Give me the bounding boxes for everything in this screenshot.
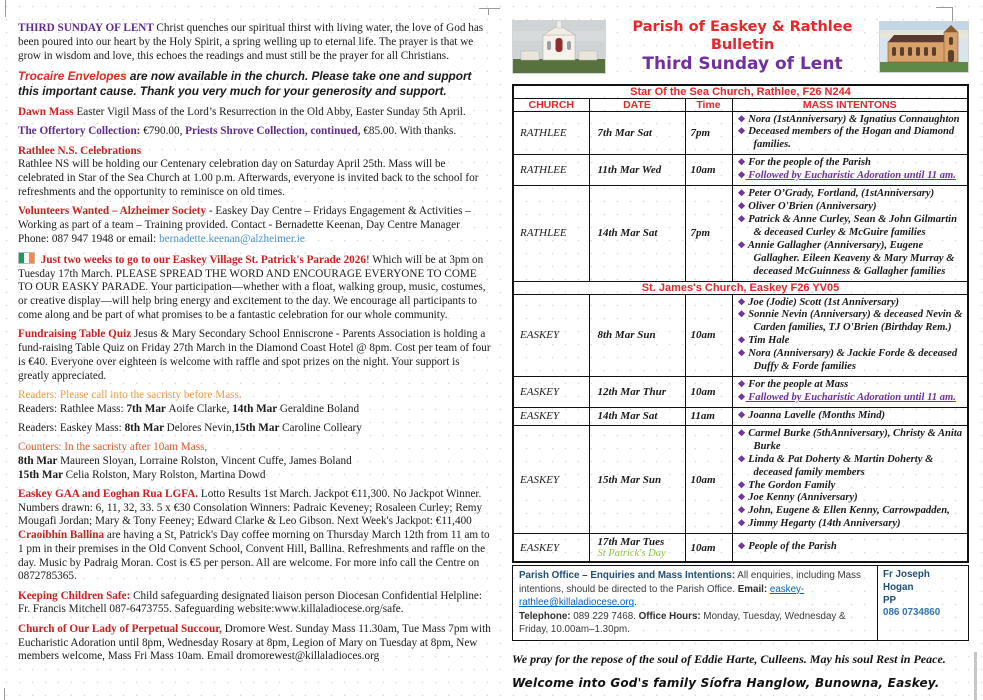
text-segment: Geraldine Boland [279,402,360,415]
mass-row [513,111,968,155]
date-cell: 12th Mar Thur [589,377,685,408]
email-after: . [634,597,637,609]
mass-row [513,534,968,563]
mass-intention [738,428,966,454]
diamond-bullet-icon: ❖ [737,157,746,168]
mass-row [513,407,968,425]
church-cell: EASKEY [513,294,589,377]
paragraph [18,488,491,584]
date-cell: 7th Mar Sat [589,111,685,155]
paragraph [18,106,491,120]
intention-text: Patrick & Anne Curley, Sean & John Gilmartin & deceased Curley & McGuire families [745,213,957,238]
diamond-bullet-icon: ❖ [737,201,746,212]
paragraph [18,145,491,200]
parish-office-box [512,565,969,641]
text-segment: ! Which will be at 3pm on Tuesday 17th March. PLEASE SPREAD THE WORD AND ENCOURAGE EVERYONE TO COME TO OUR EASKY PARADE. Your participation—whether with a float, walking group, music, costumes, or creative display—will help bring energy and excitement to the day. We encourage all participants to come along and be part of what promises to be a fantastic celebration for our whole community. [18,253,486,321]
mass-intention [738,505,966,518]
text-segment: Maureen Sloyan, Lorraine Rolston, Vincent Cuffe, James Boland [60,454,352,467]
date-cell: 14th Mar Sat [589,186,685,281]
text-segment: Caroline Colleary [282,421,362,434]
intention-text: The Gordon Family [745,479,836,491]
time-cell: 10am [685,155,732,186]
intentions-cell [732,425,968,533]
intention-text: Followed by Eucharistic Adoration until 11 am. [745,170,956,182]
intention-text: For the people of the Parish [745,157,871,169]
mass-intention [738,240,966,279]
text-segment: Counters: In the sacristy after 10am Mass, [18,441,208,454]
mass-intention [738,201,966,214]
church-section-header: Star Of the Sea Church, Rathlee, F26 N244 [513,85,968,99]
bulletin-header [512,18,969,76]
mass-table-body [513,85,968,563]
church-cell: EASKEY [513,425,589,533]
date-cell: 14th Mar Sat [589,407,685,425]
mass-row [513,155,968,186]
date-cell: 11th Mar Wed [589,155,685,186]
mass-intentions-table [512,84,969,564]
telephone-number: 089 229 7468. [570,610,639,622]
time-cell: 10am [685,377,732,408]
priest-phone: 086 0734860 [883,607,941,619]
text-segment: - Easkey Day Centre – Fridays Engagement & Activities – Working as part of a team – Training provided. Contact - Bernadette Keenan, Day Centre Manager Phone: 087 947 1948 or email: [18,205,471,245]
intentions-cell [732,377,968,408]
text-segment: Easter Vigil Mass of the Lord’s Resurrection in the Old Abby, Easter Sunday 5th April. [76,105,466,118]
mass-intention [738,157,966,170]
text-segment: Rathlee N.S. Celebrations [18,144,142,157]
date-cell: 17th Mar Tues St Patrick's Day [589,534,685,563]
diamond-bullet-icon: ❖ [737,409,746,420]
paragraph [18,22,491,63]
text-segment: 14th Mar [232,402,280,415]
intentions-cell [732,407,968,425]
paragraph [18,389,491,417]
text-segment: Readers: Easkey Mass: [18,421,125,434]
diamond-bullet-icon: ❖ [737,392,746,403]
intention-text: Deceased members of the Hogan and Diamond families. [745,126,955,151]
intention-text: Sonnie Nevin (Anniversary) & deceased Nevin & Carden families, TJ O'Brien (Birthday Rem.) [745,309,963,334]
column-header: CHURCH [513,98,589,111]
text-segment: Keeping Children Safe: [18,589,134,602]
text-segment: are having a St, Patrick's Day coffee morning on Thursday March 12th from 11 am to 1 pm in their premises in the Old Convent School, Convent Hill, Ballina. Refreshments and raffle on the day. Music by Padraig Moran. Cost is €5 per person. All are welcome. For more info call the Centre on 0872785365. [18,529,490,583]
text-segment: 7th Mar [126,402,169,415]
time-cell: 7pm [685,111,732,155]
repose-line: We pray for the repose of the soul of Eddie Harte, Culleens. May his soul Rest in Peace. [512,651,946,666]
mass-intention [738,454,966,480]
crop-mark-top-right-h [936,7,953,8]
column-header: DATE [589,98,685,111]
intention-text: Joe (Jodie) Scott (1st Anniversary) [745,296,900,308]
mass-intention [738,541,966,554]
intention-text: Nora (1stAnniversary) & Ignatius Connaughton [745,113,960,125]
irish-flag-icon [18,252,35,264]
text-segment: 8th Mar [124,421,167,434]
paragraph [18,125,491,139]
priest-title: PP [883,594,897,606]
paragraph [18,441,491,482]
intentions-cell [732,186,968,281]
mass-intention [738,480,966,493]
diamond-bullet-icon: ❖ [737,453,746,464]
text-segment: Readers: Please call into the sacristy before Mass. [18,388,242,401]
intention-text: Tim Hale [745,335,790,347]
diamond-bullet-icon: ❖ [737,213,746,224]
email-link[interactable]: bernadette.keenan@alzheimer.ie [159,232,305,245]
easkey-church-photo [879,21,969,73]
text-segment: Fundraising Table Quiz [18,328,134,341]
mass-intention [738,335,966,348]
text-segment: Lotto Results 1st March. Jackpot €11,300. No Jackpot Winner. Numbers drawn: 6, 11, 32, 33. 5 x €30 Consolation Winners: Padraic Keveney; Rosaleen Curley; Remy Mougafi Jordan; Mary & Tony Feeney; Edward Clarke & Leo Gibson. Next Week's Jackpot: €11,400 [18,487,483,528]
mass-intention [738,214,966,240]
church-cell: EASKEY [513,377,589,408]
church-cell: EASKEY [513,407,589,425]
text-segment: Aoife Clarke, [168,402,233,415]
text-segment: Readers: Rathlee Mass: [18,402,127,415]
bulletin-titles [606,18,879,76]
intention-text: For the people at Mass [745,379,849,391]
diamond-bullet-icon: ❖ [737,126,746,137]
church-section-header: St. James's Church, Easkey F26 YV05 [513,281,968,294]
text-segment: Celia Rolston, Mary Rolston, Martina Dowd [65,468,266,481]
parish-email-link[interactable]: easkey-rathlee@killaladiocese.org [519,583,805,609]
bulletin-title: Parish of Easkey & Rathlee Bulletin [632,19,853,54]
welcome-line: Welcome into God's family Síofra Hanglow, Bunowna, Easkey. [512,675,940,690]
intentions-cell [732,155,968,186]
diamond-bullet-icon: ❖ [737,541,746,552]
diamond-bullet-icon: ❖ [737,427,746,438]
column-header: Time [685,98,732,111]
diamond-bullet-icon: ❖ [737,479,746,490]
mass-row [513,294,968,377]
text-segment: The Offertory Collection: [18,125,144,138]
text-segment: Easkey GAA and Eoghan Rua LGFA. [18,487,201,500]
paragraph [18,623,491,664]
text-segment: Craoibhín Ballina [18,529,107,542]
diamond-bullet-icon: ❖ [737,505,746,516]
rathlee-church-photo [512,20,606,74]
intention-text: Fallowed by Eucharistic Adoration until 11 am. [745,392,956,404]
church-cell: RATHLEE [513,186,589,281]
diamond-bullet-icon: ❖ [737,170,746,181]
paragraph [18,590,491,618]
text-segment: 15th Mar [18,468,66,481]
priest-contact [877,566,968,640]
diamond-bullet-icon: ❖ [737,239,746,250]
text-segment: Dawn Mass [18,105,77,118]
right-page [512,18,969,690]
email-label: Email: [737,583,768,595]
parish-office-info [513,566,877,640]
time-cell: 10am [685,534,732,563]
paragraph [18,252,491,323]
intentions-cell [732,534,968,563]
time-cell: 7pm [685,186,732,281]
text-segment: Priests Shrove Collection, continued, [185,125,364,138]
date-cell: 8th Mar Sun [589,294,685,377]
intention-text: Joe Kenny (Anniversary) [745,492,858,504]
diamond-bullet-icon: ❖ [737,309,746,320]
mass-row [513,186,968,281]
column-header: MASS INTENTONS [732,98,968,111]
intention-text: Linda & Pat Doherty & Martin Doherty & deceased family members [745,453,934,478]
text-segment: Delores Nevin, [166,421,235,434]
diamond-bullet-icon: ❖ [737,296,746,307]
left-column [18,22,491,694]
mass-intention [738,348,966,374]
diamond-bullet-icon: ❖ [737,335,746,346]
church-cell: EASKEY [513,534,589,563]
mass-row [513,425,968,533]
paragraph [18,205,491,246]
office-hours-label: Office Hours: [638,610,701,622]
text-segment: 15th Mar [234,421,283,434]
time-cell: 10am [685,425,732,533]
intention-text: Jimmy Hegarty (14th Anniversary) [745,518,901,530]
intention-text: Peter O’Grady, Fortland, (1stAnniversary) [745,188,935,200]
telephone-label: Telephone: [519,610,571,622]
crop-mark-top-center-h [479,8,500,9]
text-segment: Trocaire Envelopes [18,68,130,83]
parish-office-title: Parish Office – Enquiries and Mass Intentions: [519,570,736,582]
paragraph [18,328,491,383]
time-cell: 10am [685,294,732,377]
parish-office-body: All enquiries, including Mass intentions, should be directed to the Parish Office. [519,570,861,595]
priest-name: Fr Joseph Hogan [883,569,930,593]
mass-intention [738,410,966,423]
intentions-cell [732,111,968,155]
mass-intention [738,297,966,310]
text-segment: Dromore West. Sunday Mass 11.30am, Tue Mass 7pm with Eucharistic Adoration until 8pm, Wednesday Rosary at 8pm, Legion of Mary on Tuesday at 8pm, New members welcome, Mass Fri Mass 10am. Email dromorewest@killaladioces.org [18,622,491,663]
diamond-bullet-icon: ❖ [737,188,746,199]
crop-mark-top-center-v [488,8,489,15]
diamond-bullet-icon: ❖ [737,492,746,503]
mass-intention [738,114,966,127]
bulletin-subtitle: Third Sunday of Lent [642,54,843,75]
diamond-bullet-icon: ❖ [737,518,746,529]
intention-text: John, Eugene & Ellen Kenny, Carrowpadden, [745,505,950,517]
mass-intention [738,309,966,335]
date-cell: 15th Mar Sun [589,425,685,533]
text-segment: Volunteers Wanted – Alzheimer Society [18,205,209,218]
mass-row [513,377,968,408]
office-hours: Monday, Tuesday, Wednesday & Friday, 10.00am–1.30pm. [519,610,846,636]
text-segment: €790.00, [143,125,186,138]
text-segment: THIRD SUNDAY OF LENT [18,22,157,34]
text-segment: Child safeguarding designated liaison person Diocesan Confidential Helpline: Fr. Francis Mitchell 087-6473755. Safeguarding website:www.killaladiocese.org/safe. [18,589,482,616]
intention-text: Joanna Lavelle (Months Mind) [745,409,886,421]
diamond-bullet-icon: ❖ [737,379,746,390]
intention-text: Annie Gallagher (Anniversary), Eugene Gallagher. Eileen Keaveny & Mary Murray & deceased McGuinness & Gallagher families [745,239,955,277]
crop-mark-top-left [5,0,6,17]
text-segment: Just two weeks to go to our Easkey Village St. Patrick's Parade 2026 [38,253,366,266]
mass-intention [738,379,966,392]
text-segment: Jesus & Mary Secondary School Enniscrone - Parents Association is holding a fund-raising Table Quiz on Friday 27th March in the Diamond Coast Hotel @ 8pm. Cost per team of four is €40. Everyone over eighteen is welcome with raffle and spot prizes on the night. Your support is greatly appreciated. [18,328,491,382]
crop-mark-bottom-left [4,688,5,700]
text-segment: Christ quenches our spiritual thirst with living water, the love of God has been poured into our heart by the Holy Spirit, a spring welling up to eternal life. The prayer is that we grow in wisdom and love, this echoes the readings and must still be the prayer for all Christians. [18,22,484,62]
time-cell: 11am [685,407,732,425]
page-edge-line [974,652,977,700]
date-note: St Patrick's Day [597,548,666,560]
text-segment: Church of Our Lady of Perpetual Succour, [18,622,225,635]
intention-text: People of the Parish [745,541,837,553]
paragraph [18,422,491,436]
diamond-bullet-icon: ❖ [737,113,746,124]
text-segment: Rathlee NS will be holding our Centenary celebration day on Saturday April 25th. Mass will be celebrated in Star of the Sea Church at 1.00 p.m. Afterwards, everyone is invited back to the school for refreshments and the opportunity to reminisce on old times. [18,158,479,198]
intention-text: Nora (Anniversary) & Jackie Forde & deceased Duffy & Forde families [745,348,958,373]
text-segment: are now available in the church. Please take one and support this important cause. Thank you very much for your generosity and support. [18,68,472,98]
intention-text: Oliver O'Brien (Anniversary) [745,201,877,213]
paragraph [18,69,491,99]
text-segment: €85.00. With thanks. [363,125,457,138]
diamond-bullet-icon: ❖ [737,348,746,359]
intention-text: Carmel Burke (5thAnniversary), Christy & Anita Burke [745,427,963,452]
mass-intention [738,188,966,201]
church-cell: RATHLEE [513,111,589,155]
intentions-cell [732,294,968,377]
mass-intention [738,170,966,183]
mass-intention [738,392,966,405]
mass-intention [738,126,966,152]
mass-intention [738,518,966,531]
mass-intention [738,492,966,505]
church-cell: RATHLEE [513,155,589,186]
text-segment: 8th Mar [18,454,61,467]
